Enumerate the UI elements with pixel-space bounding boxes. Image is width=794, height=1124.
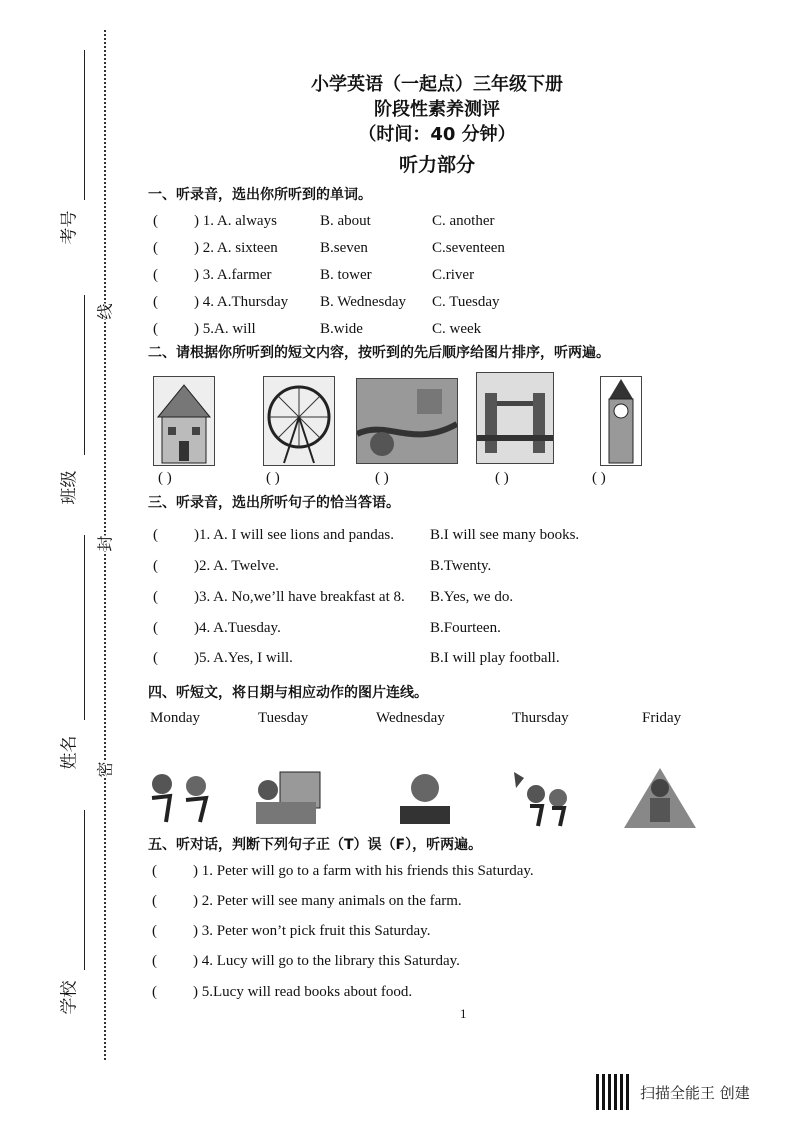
s3-list-item <box>153 527 394 544</box>
part-title: 听力部分 <box>398 154 475 176</box>
seal-char-line: 线 <box>93 303 116 319</box>
answer-bracket-open[interactable]: ( <box>153 267 158 283</box>
sidebar-line-2 <box>84 295 85 455</box>
sidebar-line-3 <box>84 535 85 720</box>
day-wednesday[interactable]: Wednesday <box>376 710 445 726</box>
option-a: )1. A. I will see lions and pandas. <box>194 527 394 543</box>
s1-list-item <box>153 240 278 257</box>
qr-code-icon <box>596 1074 632 1110</box>
s3-option-b: B.I will see many books. <box>430 527 580 543</box>
s3-option-b: B.Twenty. <box>430 558 492 574</box>
s1-option-c: C.river <box>432 267 475 283</box>
s1-option-c: C. Tuesday <box>432 294 500 310</box>
picture-order-bracket[interactable]: ( ) <box>158 470 172 486</box>
answer-bracket-open[interactable]: ( <box>152 953 157 969</box>
answer-bracket-open[interactable]: ( <box>153 589 158 605</box>
page-number: 1 <box>460 1006 467 1021</box>
answer-bracket-open[interactable]: ( <box>152 863 157 879</box>
s1-option-c: C. week <box>432 321 482 337</box>
s1-option-b: B.wide <box>320 321 363 337</box>
day-thursday[interactable]: Thursday <box>512 710 569 726</box>
section-2-title: 二、请根据你所听到的短文内容，按听到的先后顺序给图片排序，听两遍。 <box>148 345 610 361</box>
answer-bracket-open[interactable]: ( <box>153 620 158 636</box>
answer-bracket-open[interactable]: ( <box>153 294 158 310</box>
section-4-title: 四、听短文，将日期与相应动作的图片连线。 <box>148 685 428 701</box>
s1-option-b: B.seven <box>320 240 368 256</box>
s5-list-item <box>152 923 430 940</box>
ferris-wheel-picture <box>263 376 335 466</box>
title-line-2: 阶段性素养测评 <box>374 99 500 120</box>
s1-list-item <box>153 267 271 284</box>
house-picture <box>153 376 215 466</box>
title-line-3: （时间：40 分钟） <box>358 124 516 145</box>
answer-bracket-open[interactable]: ( <box>153 213 158 229</box>
answer-bracket-open[interactable]: ( <box>153 650 158 666</box>
statement-text: ) 4. Lucy will go to the library this Saturday. <box>193 953 460 969</box>
s5-list-item <box>152 953 460 970</box>
statement-text: ) 5.Lucy will read books about food. <box>193 984 413 1000</box>
option-a: ) 3. A.farmer <box>194 267 272 283</box>
s1-option-b: B. Wednesday <box>320 294 407 310</box>
tower-bridge-picture <box>476 372 554 464</box>
map-picture <box>356 378 458 464</box>
picture-order-bracket[interactable]: ( ) <box>266 470 280 486</box>
sidebar-line-4 <box>84 810 85 970</box>
s3-list-item <box>153 558 279 575</box>
s5-list-item <box>152 984 412 1001</box>
answer-bracket-open[interactable]: ( <box>153 321 158 337</box>
s3-option-b: B.Fourteen. <box>430 620 501 636</box>
s1-option-b: B. tower <box>320 267 372 283</box>
option-a: )5. A.Yes, I will. <box>194 650 293 666</box>
option-a: )4. A.Tuesday. <box>194 620 281 636</box>
girl-reading-picture[interactable] <box>390 768 460 833</box>
statement-text: ) 2. Peter will see many animals on the farm. <box>193 893 462 909</box>
s3-list-item <box>153 620 281 637</box>
seal-char-seal: 封 <box>93 535 116 551</box>
exam-number-label: 考号 <box>59 210 80 245</box>
kids-playing-picture[interactable] <box>140 768 220 833</box>
picture-order-bracket[interactable]: ( ) <box>495 470 509 486</box>
answer-bracket-open[interactable]: ( <box>152 893 157 909</box>
day-monday[interactable]: Monday <box>150 710 200 726</box>
section-3-title: 三、听录音，选出所听句子的恰当答语。 <box>148 495 400 511</box>
picture-order-bracket[interactable]: ( ) <box>592 470 606 486</box>
option-a: )3. A. No,we’ll have breakfast at 8. <box>194 589 405 605</box>
option-a: ) 4. A.Thursday <box>194 294 289 310</box>
option-a: ) 1. A. always <box>194 213 277 229</box>
s3-option-b: B.Yes, we do. <box>430 589 514 605</box>
s1-option-c: C. another <box>432 213 495 229</box>
s5-list-item <box>152 893 462 910</box>
answer-bracket-open[interactable]: ( <box>152 923 157 939</box>
day-friday[interactable]: Friday <box>642 710 682 726</box>
seal-char-close: 密 <box>93 761 116 777</box>
section-1-title: 一、听录音，选出你所听到的单词。 <box>148 187 372 203</box>
s1-option-b: B. about <box>320 213 371 229</box>
answer-bracket-open[interactable]: ( <box>153 240 158 256</box>
s1-list-item <box>153 294 288 311</box>
day-tuesday[interactable]: Tuesday <box>258 710 309 726</box>
s3-list-item <box>153 650 293 667</box>
class-label: 班级 <box>59 470 80 505</box>
option-a: )2. A. Twelve. <box>194 558 279 574</box>
statement-text: ) 3. Peter won’t pick fruit this Saturday. <box>193 923 431 939</box>
picture-order-bracket[interactable]: ( ) <box>375 470 389 486</box>
option-a: ) 5.A. will <box>194 321 256 337</box>
cooking-picture[interactable] <box>250 768 330 833</box>
big-ben-picture <box>600 376 642 466</box>
title-line-1: 小学英语（一起点）三年级下册 <box>311 74 563 95</box>
footer-watermark: 扫描全能王 创建 <box>640 1084 750 1102</box>
s5-list-item <box>152 863 534 880</box>
s1-list-item <box>153 321 256 338</box>
s3-option-b: B.I will play football. <box>430 650 560 666</box>
s3-list-item <box>153 589 405 606</box>
answer-bracket-open[interactable]: ( <box>152 984 157 1000</box>
school-label: 学校 <box>59 980 80 1015</box>
girl-hiking-picture[interactable] <box>624 758 696 835</box>
s1-option-c: C.seventeen <box>432 240 505 256</box>
kids-flying-kite-picture[interactable] <box>506 768 576 833</box>
answer-bracket-open[interactable]: ( <box>153 558 158 574</box>
statement-text: ) 1. Peter will go to a farm with his friends this Saturday. <box>193 863 534 879</box>
section-5-title: 五、听对话，判断下列句子正（T）误（F），听两遍。 <box>148 837 483 853</box>
name-label: 姓名 <box>59 735 80 770</box>
option-a: ) 2. A. sixteen <box>194 240 278 256</box>
s1-list-item <box>153 213 277 230</box>
answer-bracket-open[interactable]: ( <box>153 527 158 543</box>
